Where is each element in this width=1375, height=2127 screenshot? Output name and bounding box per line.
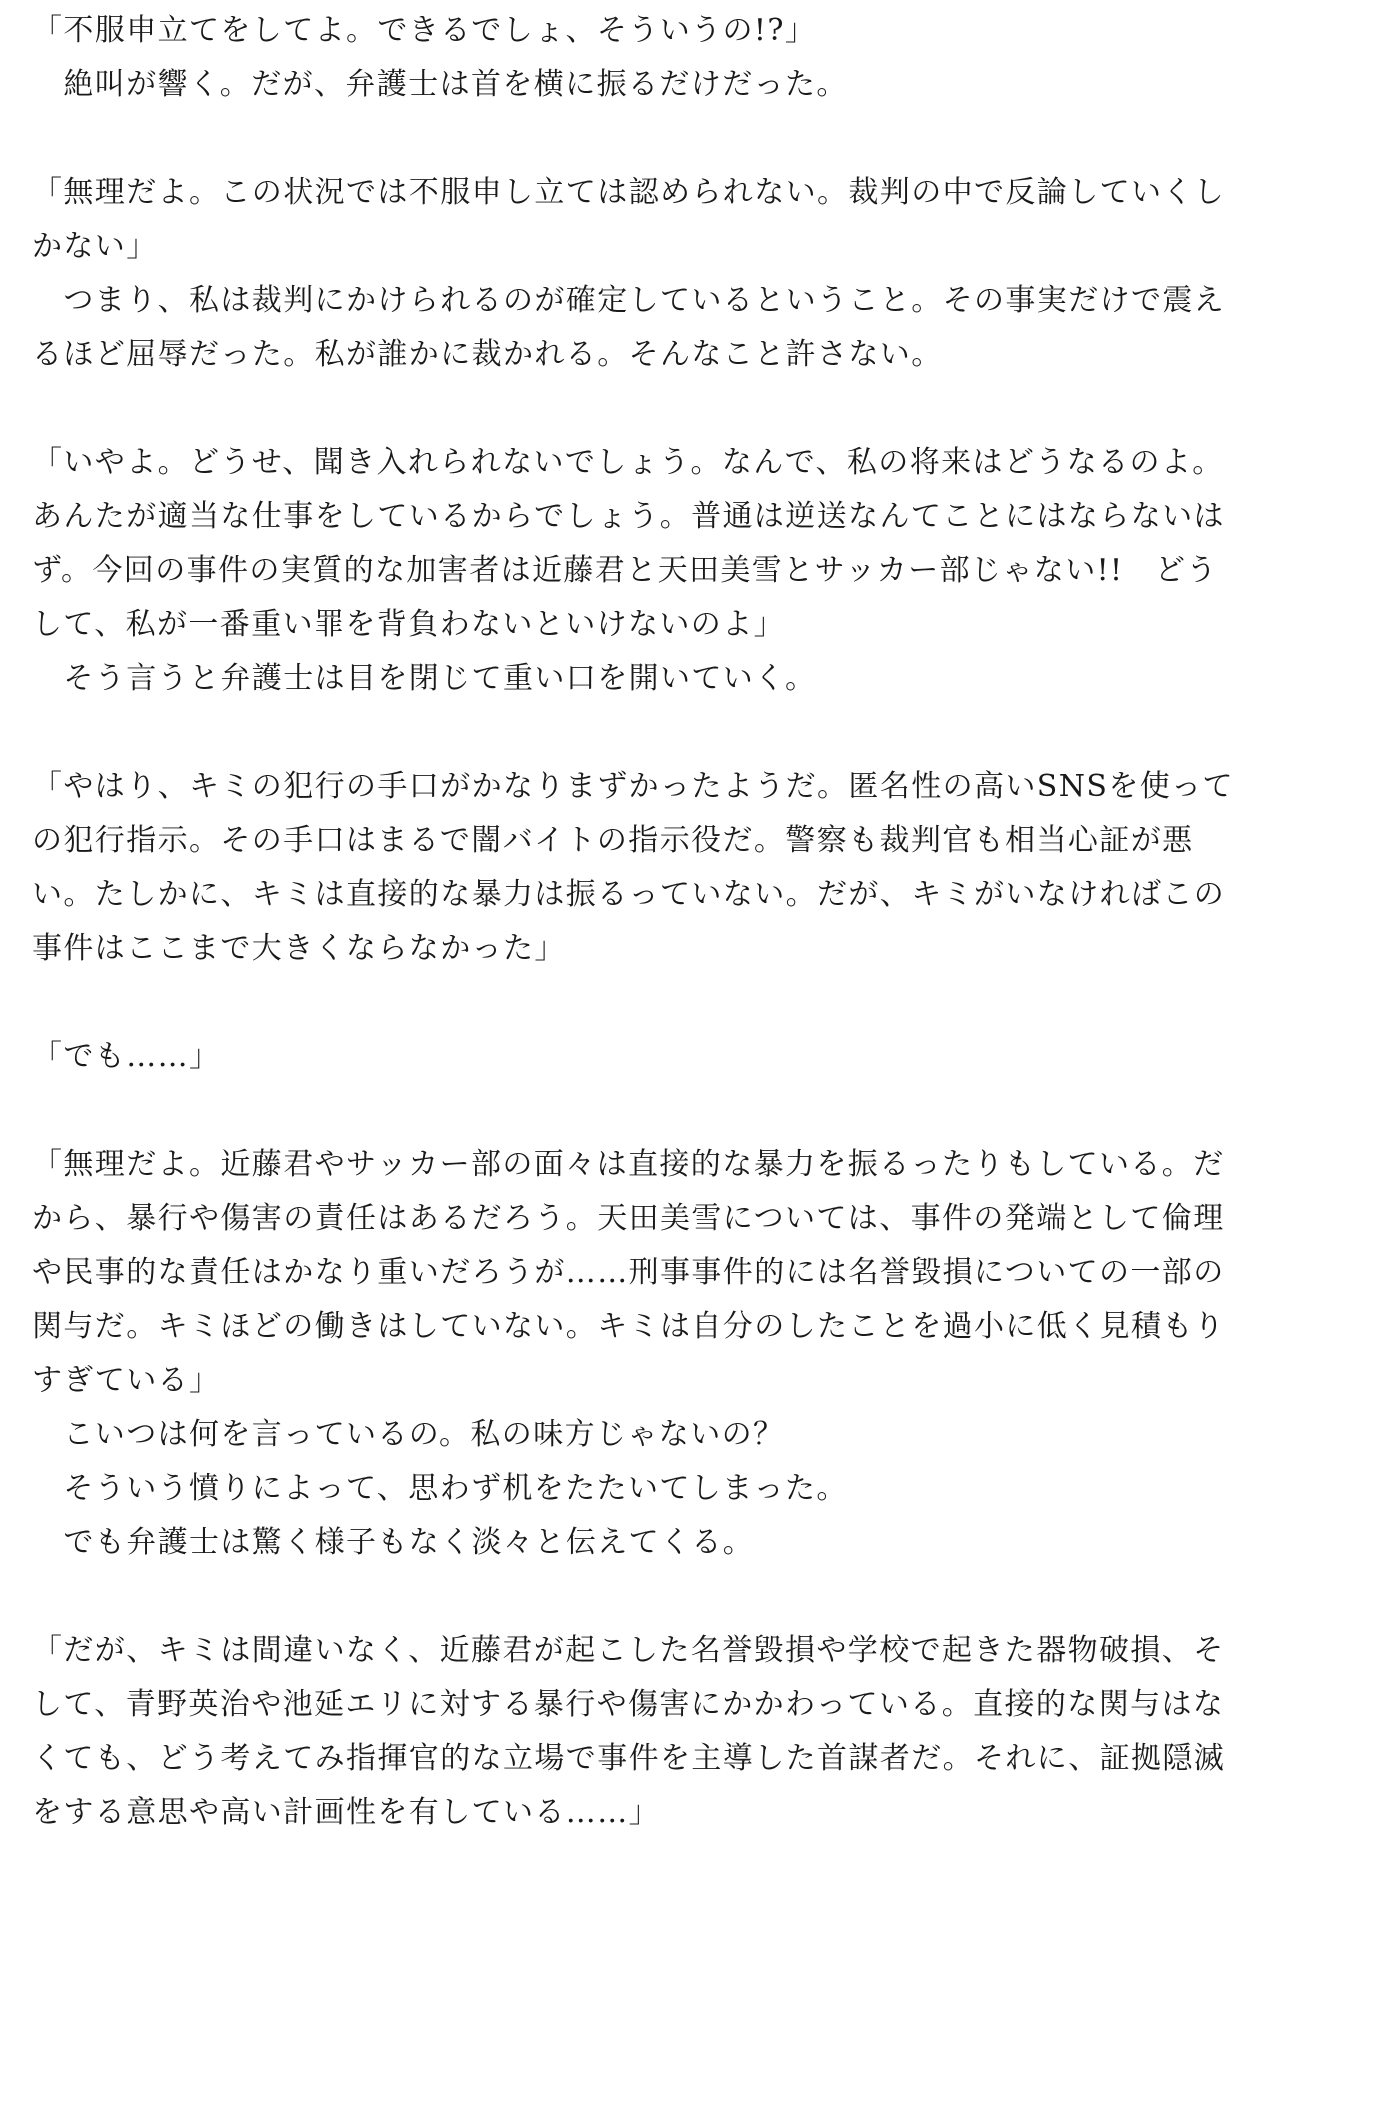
text-line: でも弁護士は驚く様子もなく淡々と伝えてくる。: [32, 1525, 755, 1560]
paragraph: [32, 1516, 1355, 1570]
paragraph: [32, 760, 1355, 976]
text-line: すぎている」: [32, 1363, 221, 1398]
text-line: して、私が一番重い罪を背負わないといけないのよ」: [32, 607, 785, 642]
paragraph: [32, 1138, 1355, 1408]
text-line: や民事的な責任はかなり重いだろうが……刑事事件的には名誉毀損についての一部の: [32, 1255, 1225, 1290]
text-line: 「やはり、キミの犯行の手口がかなりまずかったようだ。匿名性の高いSNSを使って: [32, 769, 1234, 804]
text-line: 「無理だよ。近藤君やサッカー部の面々は直接的な暴力を振るったりもしている。だ: [32, 1147, 1225, 1182]
paragraph: [32, 274, 1355, 382]
text-line: そういう憤りによって、思わず机をたたいてしまった。: [32, 1471, 848, 1506]
text-line: 「でも……」: [32, 1039, 221, 1074]
text-line: 「いやよ。どうせ、聞き入れられないでしょう。なんで、私の将来はどうなるのよ。: [32, 445, 1224, 480]
text-line: 関与だ。キミほどの働きはしていない。キミは自分のしたことを過小に低く見積もり: [32, 1309, 1226, 1344]
blank-line: [32, 706, 1355, 760]
text-line: つまり、私は裁判にかけられるのが確定しているということ。その事実だけで震え: [32, 283, 1226, 318]
blank-line: [32, 382, 1355, 436]
paragraph: [32, 166, 1355, 274]
text-line: して、青野英治や池延エリに対する暴行や傷害にかかわっている。直接的な関与はな: [32, 1687, 1225, 1722]
paragraph: [32, 1462, 1355, 1516]
blank-line: [32, 112, 1355, 166]
text-line: くても、どう考えてみ指揮官的な立場で事件を主導した首謀者だ。それに、証拠隠滅: [32, 1741, 1226, 1776]
paragraph: [32, 1030, 1355, 1084]
blank-line: [32, 1084, 1355, 1138]
text-line: るほど屈辱だった。私が誰かに裁かれる。そんなこと許さない。: [32, 337, 943, 372]
text-line: 「無理だよ。この状況では不服申し立ては認められない。裁判の中で反論していくし: [32, 175, 1226, 210]
blank-line: [32, 976, 1355, 1030]
text-line: 「だが、キミは間違いなく、近藤君が起こした名誉毀損や学校で起きた器物破損、そ: [32, 1633, 1225, 1668]
text-line: 事件はここまで大きくならなかった」: [32, 931, 566, 966]
text-line: から、暴行や傷害の責任はあるだろう。天田美雪については、事件の発端として倫理: [32, 1201, 1225, 1236]
text-line: あんたが適当な仕事をしているからでしょう。普通は逆送なんてことにはならないは: [32, 499, 1225, 534]
text-line: 「不服申立てをしてよ。できるでしょ、そういうの!?」: [32, 13, 817, 48]
text-line: い。たしかに、キミは直接的な暴力は振るっていない。だが、キミがいなければこの: [32, 877, 1226, 912]
paragraph: [32, 4, 1355, 58]
paragraph: [32, 1624, 1355, 1840]
text-line: をする意思や高い計画性を有している……」: [32, 1795, 660, 1830]
blank-line: [32, 1570, 1355, 1624]
text-line: の犯行指示。その手口はまるで闇バイトの指示役だ。警察も裁判官も相当心証が悪: [32, 823, 1194, 858]
text-line: ず。今回の事件の実質的な加害者は近藤君と天田美雪とサッカー部じゃない!! どう: [32, 553, 1218, 588]
text-line: こいつは何を言っているの。私の味方じゃないの？: [32, 1417, 785, 1452]
text-line: かない」: [32, 229, 158, 264]
paragraph: [32, 652, 1355, 706]
paragraph: [32, 58, 1355, 112]
paragraph: [32, 436, 1355, 652]
paragraph: [32, 1408, 1355, 1462]
text-line: 絶叫が響く。だが、弁護士は首を横に振るだけだった。: [32, 67, 848, 102]
text-line: そう言うと弁護士は目を閉じて重い口を開いていく。: [32, 661, 817, 696]
